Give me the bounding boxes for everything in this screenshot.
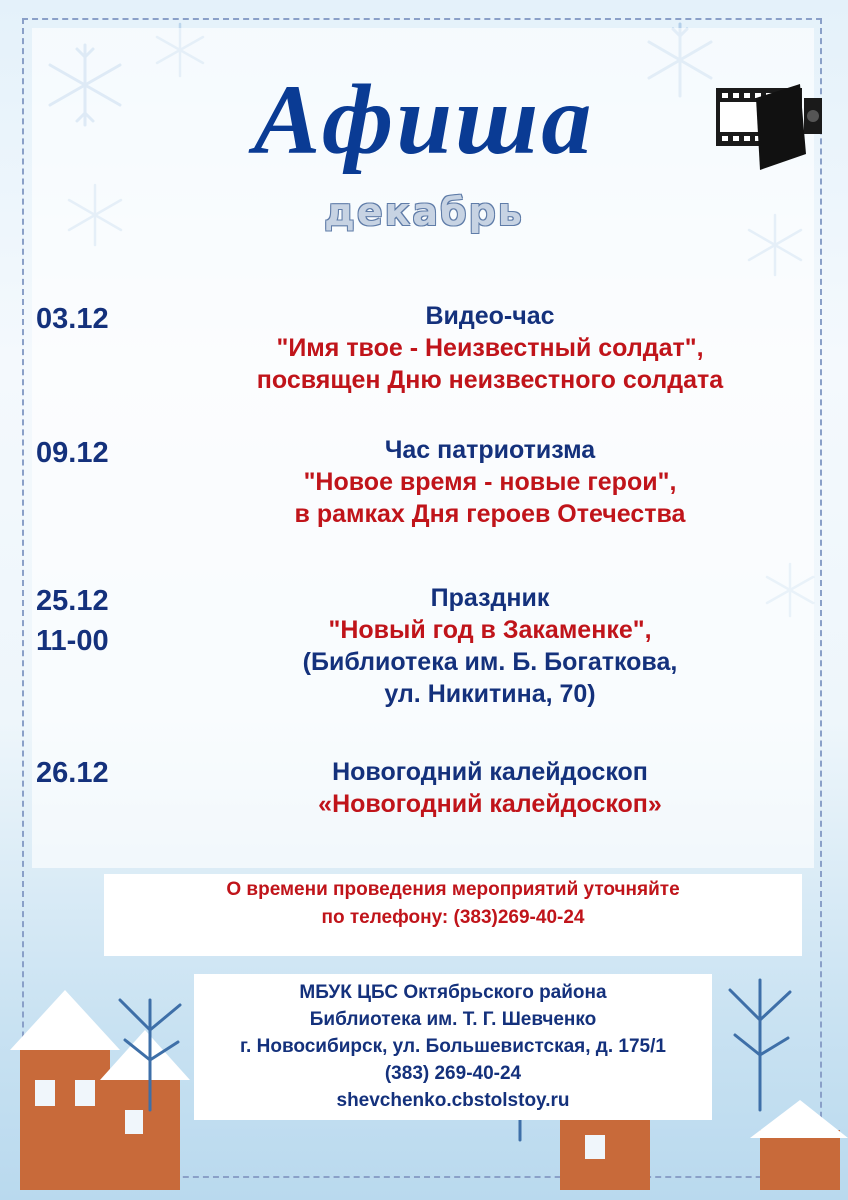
event-block bbox=[190, 582, 790, 710]
organization-box bbox=[194, 974, 712, 1120]
event-name-line: "Новое время - новые герои", bbox=[303, 468, 677, 496]
event-type: Видео-час bbox=[425, 302, 555, 330]
month-subtitle: декабрь bbox=[324, 190, 524, 234]
event-block bbox=[190, 300, 790, 396]
event-name-line: "Имя твое - Неизвестный солдат", bbox=[276, 334, 704, 362]
event-date: 26.12 bbox=[36, 757, 109, 789]
library-website[interactable]: shevchenko.cbstolstoy.ru bbox=[336, 1090, 570, 1111]
event-block bbox=[190, 434, 790, 530]
event-name-line: "Новый год в Закаменке", bbox=[328, 616, 652, 644]
notice-line: О времени проведения мероприятий уточняйте bbox=[226, 879, 680, 900]
library-phone: (383) 269-40-24 bbox=[384, 1063, 522, 1084]
library-name: Библиотека им. Т. Г. Шевченко bbox=[309, 1009, 597, 1030]
notice-box bbox=[104, 874, 802, 956]
event-block bbox=[190, 756, 790, 820]
library-address: г. Новосибирск, ул. Большевистская, д. 175/1 bbox=[240, 1036, 666, 1057]
event-name-line: в рамках Дня героев Отечества bbox=[294, 500, 686, 528]
org-name: МБУК ЦБС Октябрьского района bbox=[299, 982, 607, 1003]
event-type: Час патриотизма bbox=[384, 436, 596, 464]
event-type: Новогодний калейдоскоп bbox=[332, 758, 648, 786]
event-date: 03.12 bbox=[36, 303, 109, 335]
event-date: 25.12 bbox=[36, 585, 109, 617]
film-camera-icon bbox=[716, 84, 822, 170]
event-name-line: «Новогодний калейдоскоп» bbox=[318, 790, 662, 818]
event-location-line: (Библиотека им. Б. Богаткова, bbox=[302, 648, 678, 676]
event-date: 09.12 bbox=[36, 437, 109, 469]
notice-phone-line: по телефону: (383)269-40-24 bbox=[321, 907, 585, 928]
event-name-line: посвящен Дню неизвестного солдата bbox=[256, 366, 724, 394]
event-time: 11-00 bbox=[36, 625, 109, 657]
event-location-line: ул. Никитина, 70) bbox=[384, 680, 596, 708]
event-type: Праздник bbox=[430, 584, 550, 612]
page-title: Афиша bbox=[253, 64, 595, 175]
